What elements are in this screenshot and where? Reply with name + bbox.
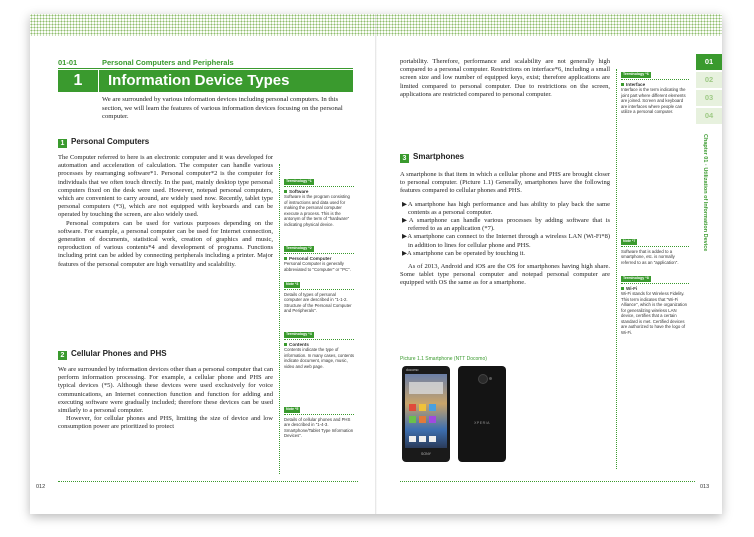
sidebar-note-1 — [284, 179, 354, 227]
note-tag: Note *7 — [623, 239, 636, 243]
note-tag: Terminology *1 — [286, 179, 312, 183]
note-tag: Terminology *2 — [286, 246, 312, 250]
note-tag: Terminology *6 — [623, 72, 649, 76]
note-tag: Note *5 — [286, 407, 299, 411]
book-gutter — [375, 14, 377, 514]
list-item: ▶A smartphone has high performance and has ability to play back the same contents as a personal computer. — [402, 200, 610, 216]
note-term: Interface — [626, 81, 646, 87]
picture-caption: Picture 1.1 Smartphone (NTT Docomo) — [400, 356, 487, 362]
sidebar-divider-right — [616, 69, 617, 469]
note-text: Software is the program consisting of instructions and data used for making the personal computer execute a process. This is the antonym of the term of "hardware" indicating physical device. — [284, 194, 350, 227]
phone-model: XPERIA — [474, 421, 490, 425]
sidebar-note-4 — [284, 332, 354, 369]
phone-maker: SONY — [421, 452, 431, 456]
section-title: Personal Computers — [71, 137, 150, 146]
sidebar-note-3 — [284, 282, 354, 314]
section-code: 01-01 — [58, 58, 78, 67]
page-title: Information Device Types — [108, 72, 290, 89]
section-subhead: Personal Computers and Peripherals — [102, 58, 234, 67]
section-heading-cellular-phones — [58, 349, 167, 360]
note-term: Software — [289, 188, 309, 194]
list-item: ▶A smartphone can connect to the Internet through a wireless LAN (Wi-Fi*8) in addition to lines for cellular phone and PHS. — [402, 233, 610, 249]
intro-text: We are surrounded by various information devices including personal computers. In this section, we will learn the features of various information devices focusing on the personal computer. — [102, 96, 343, 120]
list-item: ▶A smartphone can be operated by touching it. — [402, 249, 526, 257]
note-text: Software that is added to a smartphone, etc. is normally referred to as an "application". — [621, 248, 679, 265]
paragraph: A smartphone is that item in which a cellular phone and PHS are brought closer to personal computer. (Picture 1.1) Generally, smartphones have the following features compared to cellular phones and PHS. — [400, 171, 610, 195]
page-number-left: 012 — [36, 484, 46, 490]
section-number: 1 — [58, 139, 67, 148]
chapter-label: Chapter 01 · Utilization of Information Device — [702, 134, 708, 252]
paragraph: portability. Therefore, performance and scalability are not generally high compared to a personal computer. Restrictions on interface*6, including a small screen size and low number of equipped keys, exist; therefore applications are limited compared to personal computer. Due to restrictions on the screen, applications are restricted compared to personal computer. — [400, 58, 610, 98]
header-dot-pattern-right — [376, 14, 722, 36]
footer-rule-right — [400, 481, 695, 482]
note-text: Details of cellular phones and PHS are described in "1-4-3. Smartphone/Tablet Type Information Devices". — [284, 416, 354, 438]
sidebar-note-8 — [621, 276, 689, 335]
section-rule — [58, 68, 353, 69]
note-term: Contents — [289, 341, 309, 347]
continued-text — [400, 58, 610, 99]
camera-lens-icon — [478, 374, 488, 384]
section-title: Smartphones — [413, 152, 465, 161]
sidebar-note-5 — [284, 407, 354, 439]
paragraph: Personal computers can be used for various purposes depending on the software. For example, a personal computer can be used for Internet connection, generation of documents, statistical work, creation of graphics and music, reproduction of various contents*4 and development of programs. Functions including print can be added by connecting peripherals including a printer. Major features of the personal computer are high versatility and scalability. — [58, 219, 273, 268]
chapter-tabs — [696, 54, 722, 126]
note-tag: Terminology *4 — [286, 332, 312, 336]
note-tag: Terminology *8 — [623, 276, 649, 280]
paragraph: However, for cellular phones and PHS, limiting the size of device and low consumption power are prioritized to protect — [58, 415, 273, 431]
sidebar-note-2 — [284, 246, 354, 272]
section-body-cellular-phones — [58, 366, 273, 432]
chapter-tab[interactable]: 02 — [696, 72, 722, 88]
note-text: Details of types of personal computer are described in "1-1-2. Structure of the Personal Computer and Peripherals". — [284, 291, 352, 313]
section-heading-smartphones — [400, 152, 464, 163]
sidebar-note-7 — [621, 239, 689, 265]
smartphone-front-image — [402, 366, 450, 462]
chapter-tab[interactable]: 01 — [696, 54, 722, 70]
note-text: Wi-Fi stands for Wireless Fidelity. This term indicates that "Wi-Fi Alliance", which is the organization for generalizing wireless LAN device, certifies that a certain standard is met. Certified devices are authorized to have the logo of Wi-Fi. — [621, 291, 688, 335]
chapter-tab[interactable]: 04 — [696, 108, 722, 124]
section-body-smartphones — [400, 171, 610, 288]
section-number: 2 — [58, 351, 67, 360]
note-text: Personal Computer is generally abbreviated to "Computer" or "PC". — [284, 261, 351, 272]
paragraph: We are surrounded by information devices other than a personal computer that can perform information processing. For example, a cellular phone and PHS are typical devices (*5). Although these devices were used exclusively for voice communications, an Internet connection function and function for adding and executing software were gradually included; therefore these devices can be used similarly to a personal computer. — [58, 366, 273, 415]
smartphone-back-image — [458, 366, 506, 462]
book-spread — [30, 14, 722, 514]
section-number: 3 — [400, 154, 409, 163]
header-dot-pattern-left — [30, 14, 376, 36]
note-text: Contents indicate the type of information. In many cases, contents indicate document, image, music, video and web page. — [284, 347, 354, 369]
phone-screen — [405, 374, 447, 448]
page-number-right: 013 — [700, 484, 710, 490]
phone-brand: docomo — [406, 368, 419, 372]
chapter-tab[interactable]: 03 — [696, 90, 722, 106]
section-title: Cellular Phones and PHS — [71, 349, 167, 358]
paragraph: The Computer referred to here is an electronic computer and it was developed for automation and acceleration of calculation. The computer can handle various processes by rearranging software*1. Personal computer*2 is the computer for individuals that we often touch directly. In the past, mainly desktop type personal computers fixed on the desk were used. However, notepad personal computers, which are convenient to carry around, are widely used now. Recently, tablet type personal computers (*3), which are not equipped with keyboards and can be operated by touching the screen, are also widely used. — [58, 154, 273, 219]
chapter-number: 1 — [58, 70, 99, 92]
sidebar-divider — [279, 164, 280, 474]
note-text: Interface is the term indicating the joint part where different elements are joined. Screen and keyboard are interfaces where people can utilize a personal computer. — [621, 87, 686, 114]
section-body-personal-computers — [58, 154, 273, 269]
footer-rule-left — [58, 481, 358, 482]
paragraph: As of 2013, Android and iOS are the OS for smartphones having high share. Some tablet type personal computer and notepad personal computer are equipped with OS the same as for a smartphone. — [400, 263, 610, 287]
sidebar-note-6 — [621, 72, 689, 115]
feature-list — [400, 201, 610, 258]
list-item: ▶A smartphone can handle various processes by adding software that is referred to as an application (*7). — [402, 217, 610, 233]
note-term: Personal Computer — [289, 255, 332, 261]
note-term: Wi-Fi — [626, 285, 638, 291]
note-tag: Note *3 — [286, 282, 299, 286]
section-heading-personal-computers — [58, 137, 149, 148]
